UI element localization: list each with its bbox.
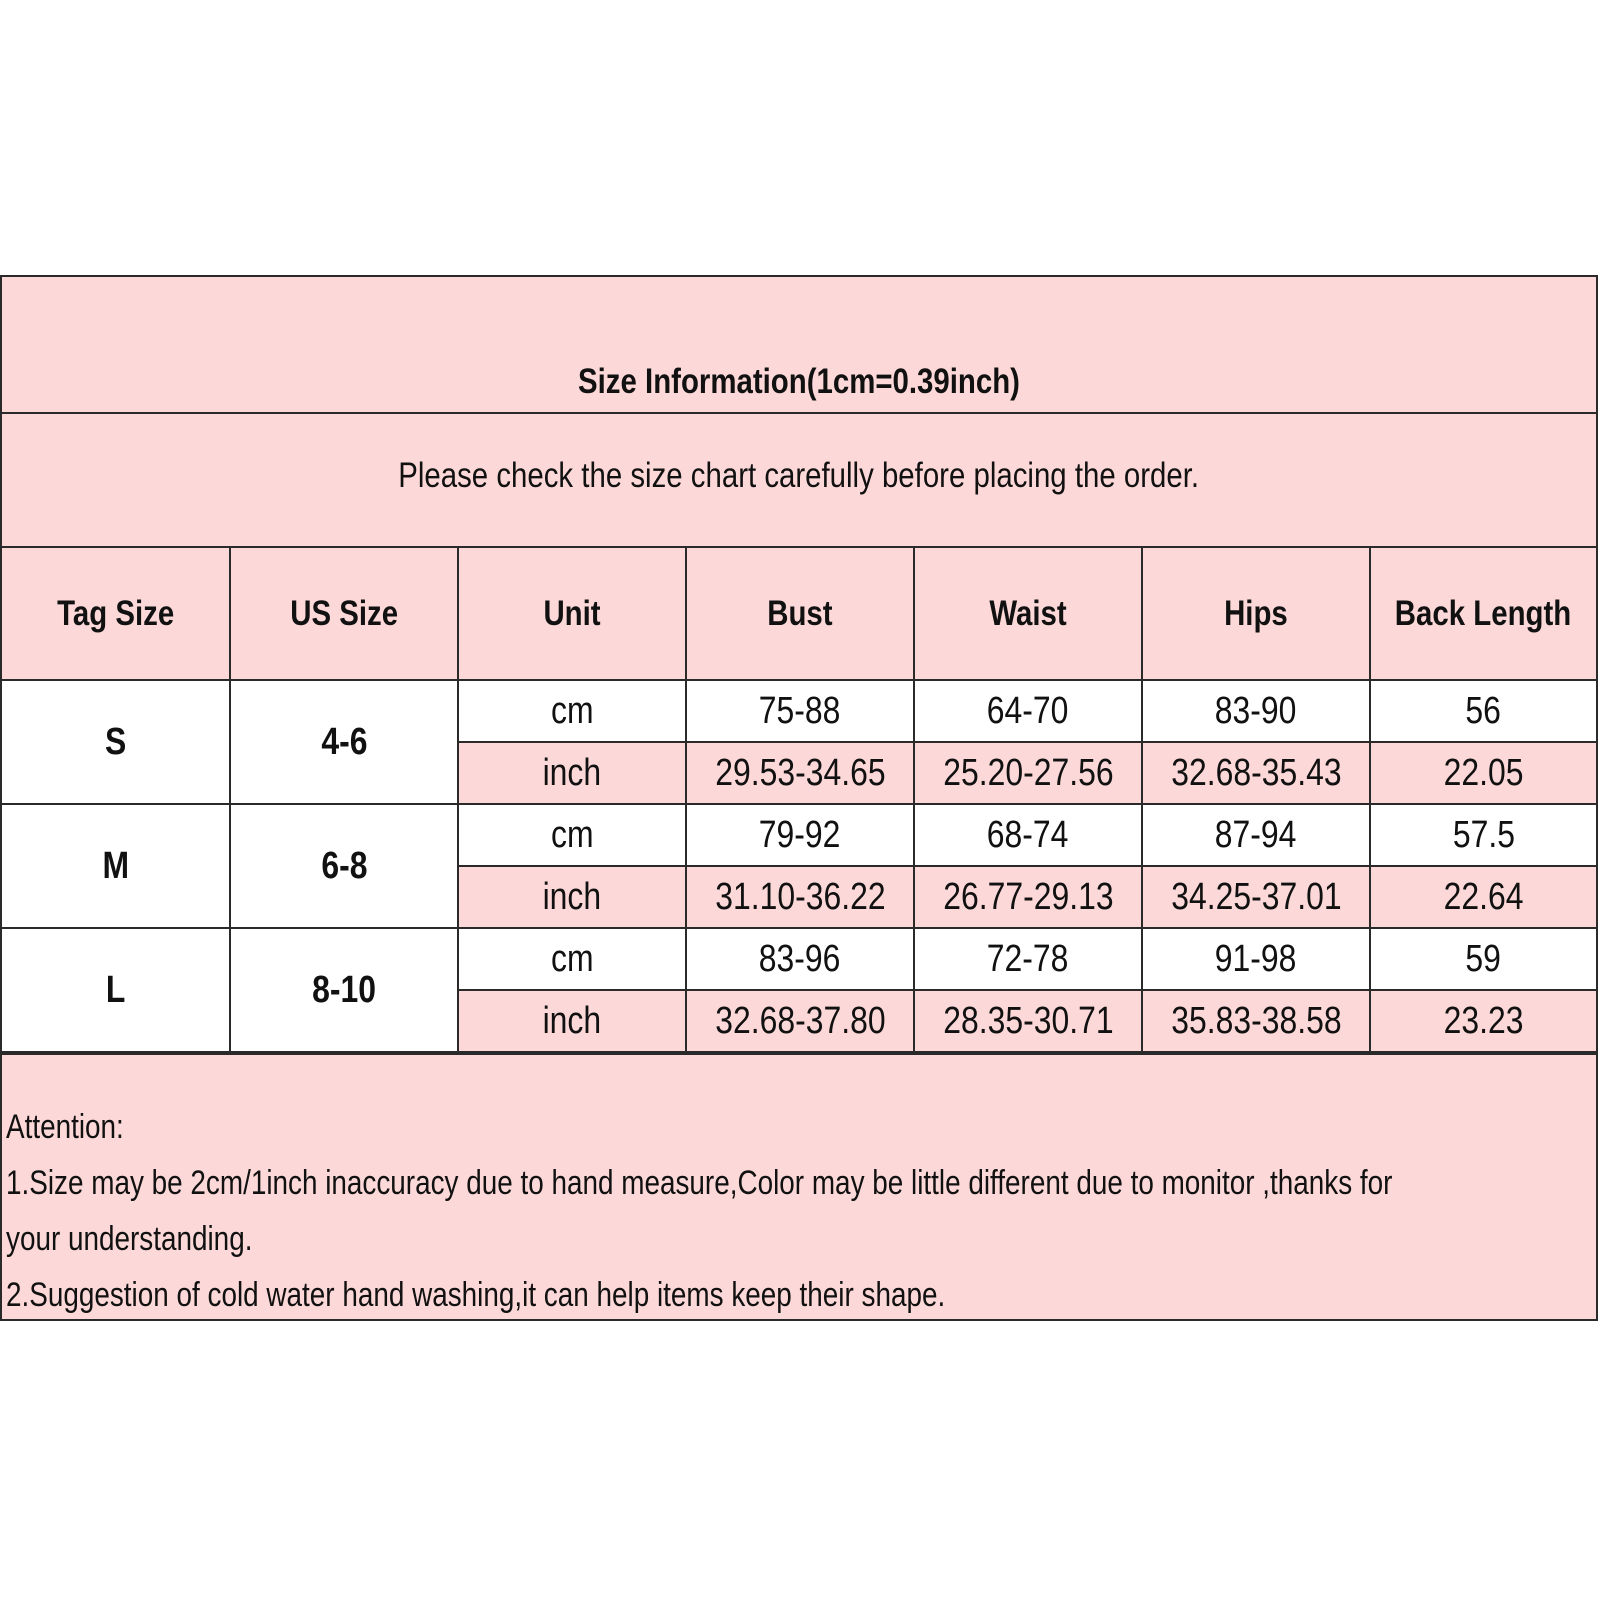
header-waist: Waist [914,548,1142,680]
table-row [2,804,1596,866]
back-length-cell: 56 [1370,680,1596,742]
unit-cell: inch [458,990,686,1052]
hips-cell: 35.83-38.58 [1142,990,1370,1052]
size-table [2,548,1596,1053]
unit-cell: cm [458,804,686,866]
unit-cell: cm [458,680,686,742]
bust-cell: 75-88 [686,680,914,742]
waist-cell: 68-74 [914,804,1142,866]
note-1-continued: your understanding. [6,1220,253,1258]
back-length-cell: 22.64 [1370,866,1596,928]
back-length-cell: 22.05 [1370,742,1596,804]
note-1: 1.Size may be 2cm/1inch inaccuracy due to hand measure,Color may be little different due to monitor ,thanks for [6,1164,1393,1202]
waist-cell: 28.35-30.71 [914,990,1142,1052]
hips-cell: 87-94 [1142,804,1370,866]
header-hips: Hips [1142,548,1370,680]
bust-cell: 79-92 [686,804,914,866]
hips-cell: 83-90 [1142,680,1370,742]
bust-cell: 29.53-34.65 [686,742,914,804]
tag-size-cell: M [2,804,230,928]
note-2: 2.Suggestion of cold water hand washing,it can help items keep their shape. [6,1276,946,1314]
table-row [2,928,1596,990]
back-length-cell: 57.5 [1370,804,1596,866]
hips-cell: 32.68-35.43 [1142,742,1370,804]
size-chart-sheet [0,275,1598,1321]
us-size-cell: 6-8 [230,804,458,928]
header-bust: Bust [686,548,914,680]
unit-cell: inch [458,866,686,928]
header-back-length: Back Length [1370,548,1596,680]
hips-cell: 34.25-37.01 [1142,866,1370,928]
waist-cell: 72-78 [914,928,1142,990]
back-length-cell: 23.23 [1370,990,1596,1052]
bust-cell: 83-96 [686,928,914,990]
table-row [2,680,1596,742]
header-tag-size: Tag Size [2,548,230,680]
attention-notes [2,1053,1596,1319]
attention-heading: Attention: [6,1108,124,1146]
header-unit: Unit [458,548,686,680]
chart-subtitle: Please check the size chart carefully before placing the order. [398,456,1200,495]
subtitle-row [2,414,1596,548]
title-row [2,277,1596,414]
bust-cell: 32.68-37.80 [686,990,914,1052]
us-size-cell: 8-10 [230,928,458,1052]
bust-cell: 31.10-36.22 [686,866,914,928]
header-us-size: US Size [230,548,458,680]
tag-size-cell: S [2,680,230,804]
waist-cell: 64-70 [914,680,1142,742]
unit-cell: cm [458,928,686,990]
tag-size-cell: L [2,928,230,1052]
waist-cell: 25.20-27.56 [914,742,1142,804]
hips-cell: 91-98 [1142,928,1370,990]
waist-cell: 26.77-29.13 [914,866,1142,928]
header-row [2,548,1596,680]
chart-title: Size Information(1cm=0.39inch) [578,362,1020,401]
unit-cell: inch [458,742,686,804]
us-size-cell: 4-6 [230,680,458,804]
back-length-cell: 59 [1370,928,1596,990]
